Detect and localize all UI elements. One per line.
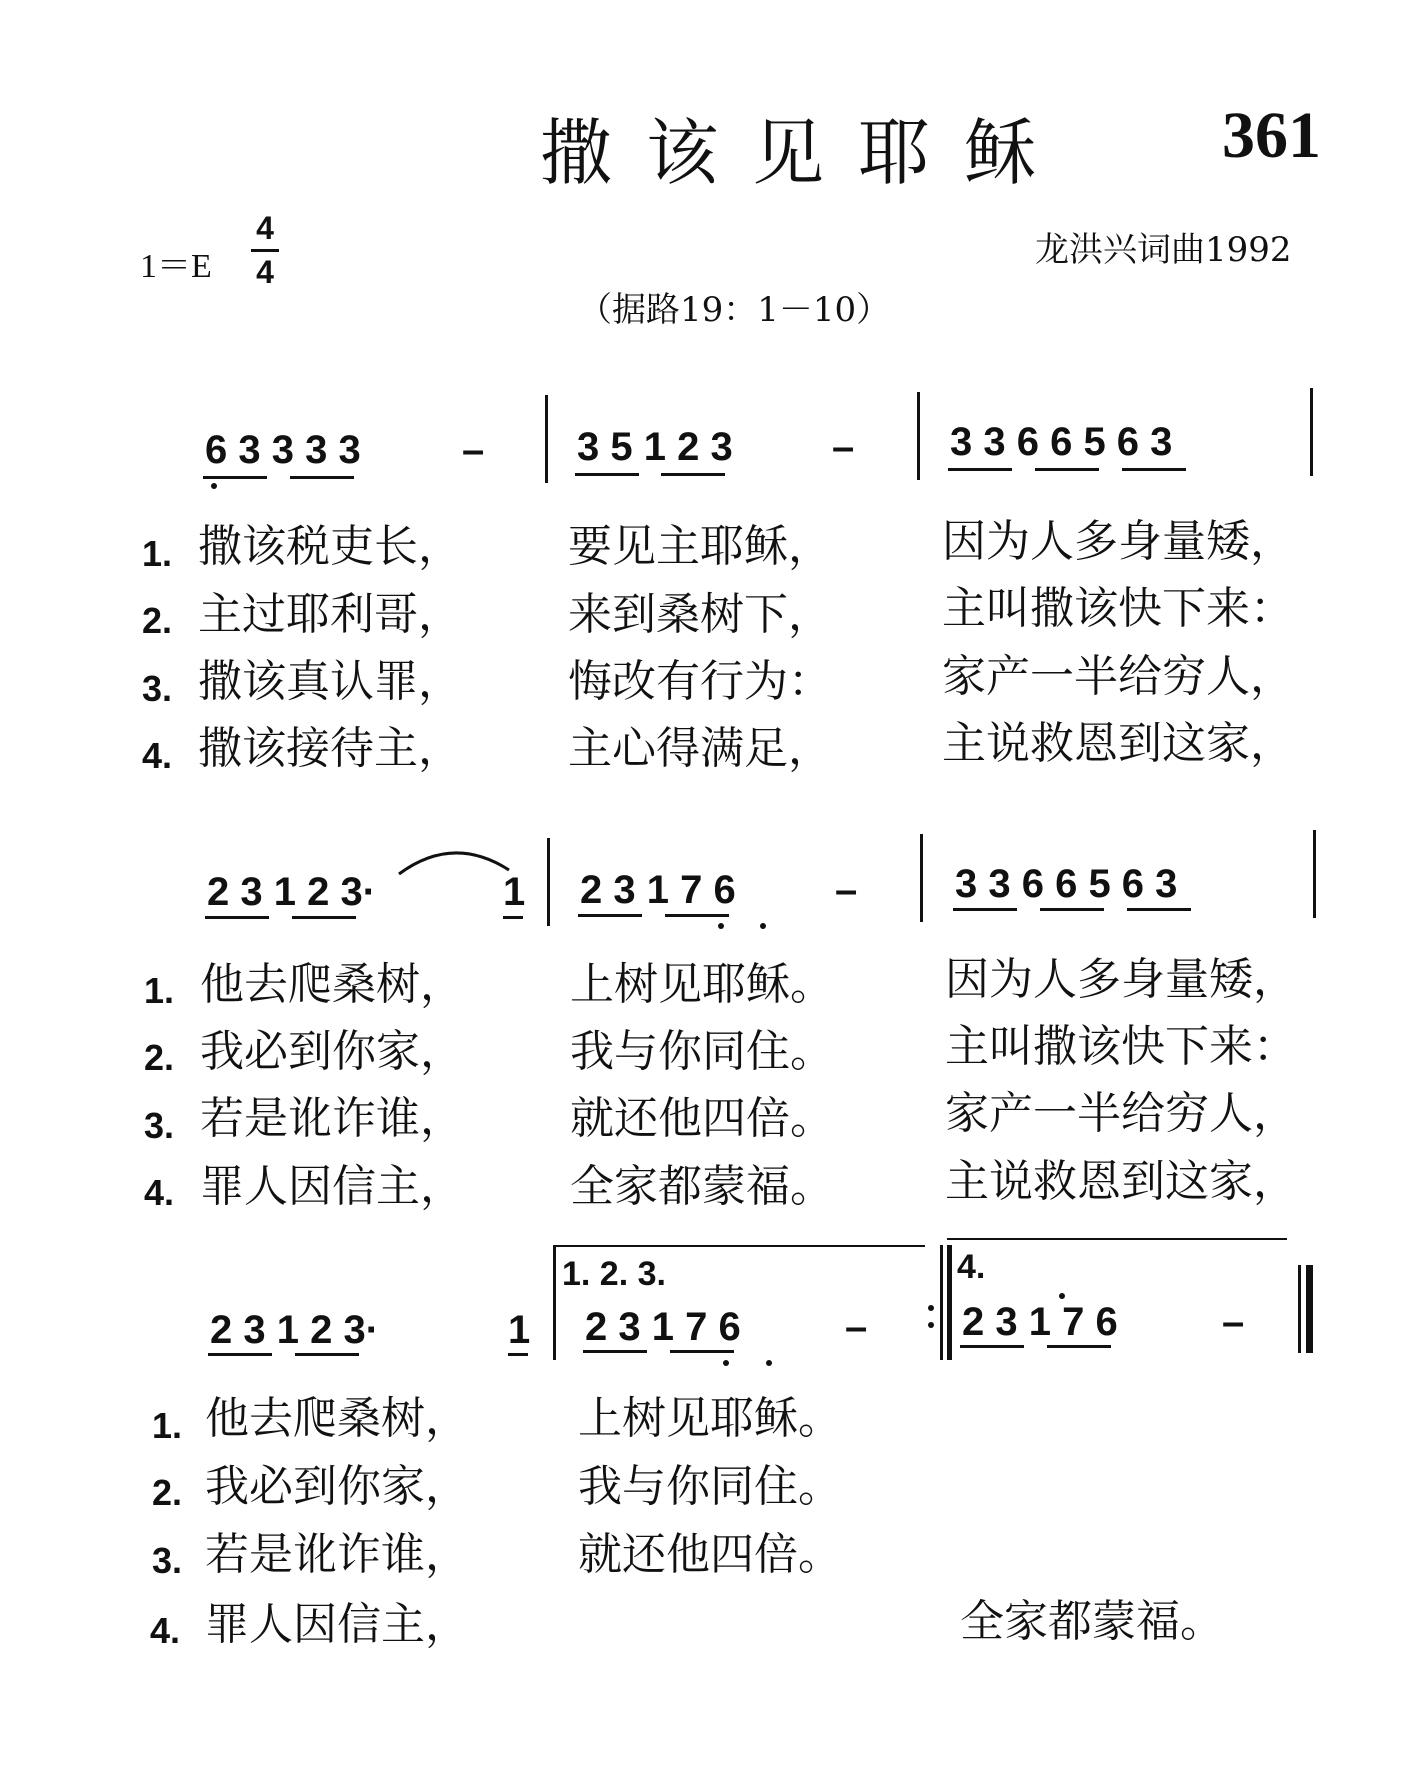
verse-number: 4. [144,1172,175,1213]
beam [953,908,1017,911]
beam [295,1353,359,1356]
verse-number: 2. [144,1037,175,1078]
volta-bracket-side [553,1245,556,1360]
lyric: 罪人因信主， [205,1599,469,1650]
hymn-number: 361 [1222,99,1321,172]
beam [292,916,356,919]
beam [1040,908,1104,911]
key-signature: 1＝E [140,248,212,285]
lyric: 主说救恩到这家， [945,1156,1297,1207]
lyric: 我必到你家， [205,1461,469,1512]
beam [665,914,729,917]
time-signature-bottom: 4 [256,254,274,290]
repeat-dot [928,1322,934,1328]
low-octave-dot [718,923,724,929]
time-signature-divider [251,249,279,252]
beam [503,916,523,919]
beam [575,473,639,476]
sustain-dash: – [835,868,858,912]
lyric: 全家都蒙福。 [570,1161,834,1212]
barline [547,838,550,926]
verse-number: 1. [144,970,175,1011]
sustain-dash: – [1222,1300,1245,1344]
repeat-dot [928,1305,934,1311]
lyric: 上树见耶稣。 [570,959,834,1010]
high-octave-dot [1059,1293,1065,1299]
tie-slur [395,840,515,880]
beam [508,1353,528,1356]
beam [205,916,269,919]
final-barline-thin [1298,1265,1301,1353]
lyric: 他去爬桑树， [205,1393,469,1444]
notes-measure-2: 2 3 1 7 6 [585,1305,741,1349]
lyric: 家产一半给穷人， [942,651,1294,702]
notes-measure-3: 2 3 1 7 6 [962,1300,1118,1344]
lyric: 因为人多身量矮， [945,954,1297,1005]
sustain-dash: – [845,1305,868,1349]
lyric: 若是讹诈谁， [205,1529,469,1580]
lyric: 上树见耶稣。 [578,1393,842,1444]
lyric: 就还他四倍。 [578,1529,842,1580]
barline [545,395,548,483]
lyric: 若是讹诈谁， [200,1093,464,1144]
verse-number: 3. [144,1105,175,1146]
volta-label: 4. [957,1248,986,1286]
lyric: 因为人多身量矮， [942,516,1294,567]
beam [670,1350,734,1353]
beam [1047,1345,1111,1348]
sustain-dash: – [462,428,485,472]
low-octave-dot [766,1360,772,1366]
volta-bracket-top [553,1245,925,1247]
barline [1313,830,1316,918]
volta-label: 1. 2. 3. [562,1255,666,1293]
verse-number: 4. [150,1610,181,1651]
beam [578,914,642,917]
sustain-dash: – [832,425,855,469]
lyric: 撒该税吏长， [198,521,462,572]
lyric: 主叫撒该快下来： [942,583,1294,634]
notes-measure-1: 6 3 3 3 3 [205,428,361,472]
notes-measure-1: 2 3 1 2 3· [210,1308,380,1352]
pickup-note: 1 [503,870,526,914]
lyric: 主叫撒该快下来： [945,1021,1297,1072]
lyric: 主过耶利哥， [198,589,462,640]
notes-measure-3: 3 3 6 6 5 6 3 [955,862,1178,906]
time-signature-top: 4 [256,210,274,246]
time-signature [250,210,280,291]
low-octave-dot [723,1360,729,1366]
credit: 龙洪兴词曲1992 [1035,230,1292,270]
lyric: 我与你同住。 [570,1026,834,1077]
lyric: 悔改有行为： [568,656,832,707]
verse-number: 2. [142,600,173,641]
barline [920,834,923,922]
notes-measure-1: 2 3 1 2 3· [207,870,377,914]
beam [1122,468,1186,471]
verse-number: 4. [142,735,173,776]
verse-number: 1. [142,533,173,574]
volta-bracket-top [947,1238,1287,1240]
pickup-note: 1 [508,1308,531,1352]
lyric: 主说救恩到这家， [942,718,1294,769]
lyric: 他去爬桑树， [200,959,464,1010]
final-barline-thick [1306,1265,1313,1353]
lyric: 家产一半给穷人， [945,1088,1297,1139]
lyric: 来到桑树下， [568,589,832,640]
beam [960,1345,1024,1348]
beam [1127,908,1191,911]
lyric: 我与你同住。 [578,1461,842,1512]
verse-number: 3. [152,1540,183,1581]
lyric: 撒该真认罪， [198,656,462,707]
verse-number: 2. [152,1472,183,1513]
beam [208,1353,272,1356]
lyric: 就还他四倍。 [570,1093,834,1144]
lyric: 我必到你家， [200,1026,464,1077]
beam [290,476,354,479]
barline [1310,388,1313,476]
lyric: 全家都蒙福。 [960,1596,1224,1647]
notes-measure-2: 3 5 1 2 3 [577,425,733,469]
beam [661,473,725,476]
low-octave-dot [760,923,766,929]
notes-measure-2: 2 3 1 7 6 [580,868,736,912]
notes-measure-3: 3 3 6 6 5 6 3 [950,420,1173,464]
verse-number: 1. [152,1405,183,1446]
beam [203,476,267,479]
lyric: 要见主耶稣， [568,521,832,572]
beam [948,468,1012,471]
beam [583,1350,647,1353]
repeat-barline-thin [940,1245,943,1360]
lyric: 主心得满足， [568,723,832,774]
beam [1035,468,1099,471]
low-octave-dot [211,483,217,489]
verse-number: 3. [142,668,173,709]
repeat-barline-thick [947,1245,952,1360]
lyric: 撒该接待主， [198,723,462,774]
barline [917,392,920,480]
lyric: 罪人因信主， [200,1161,464,1212]
hymn-title: 撒该见耶稣 [540,111,1071,195]
scripture-reference: （据路19：1－10） [578,290,891,330]
